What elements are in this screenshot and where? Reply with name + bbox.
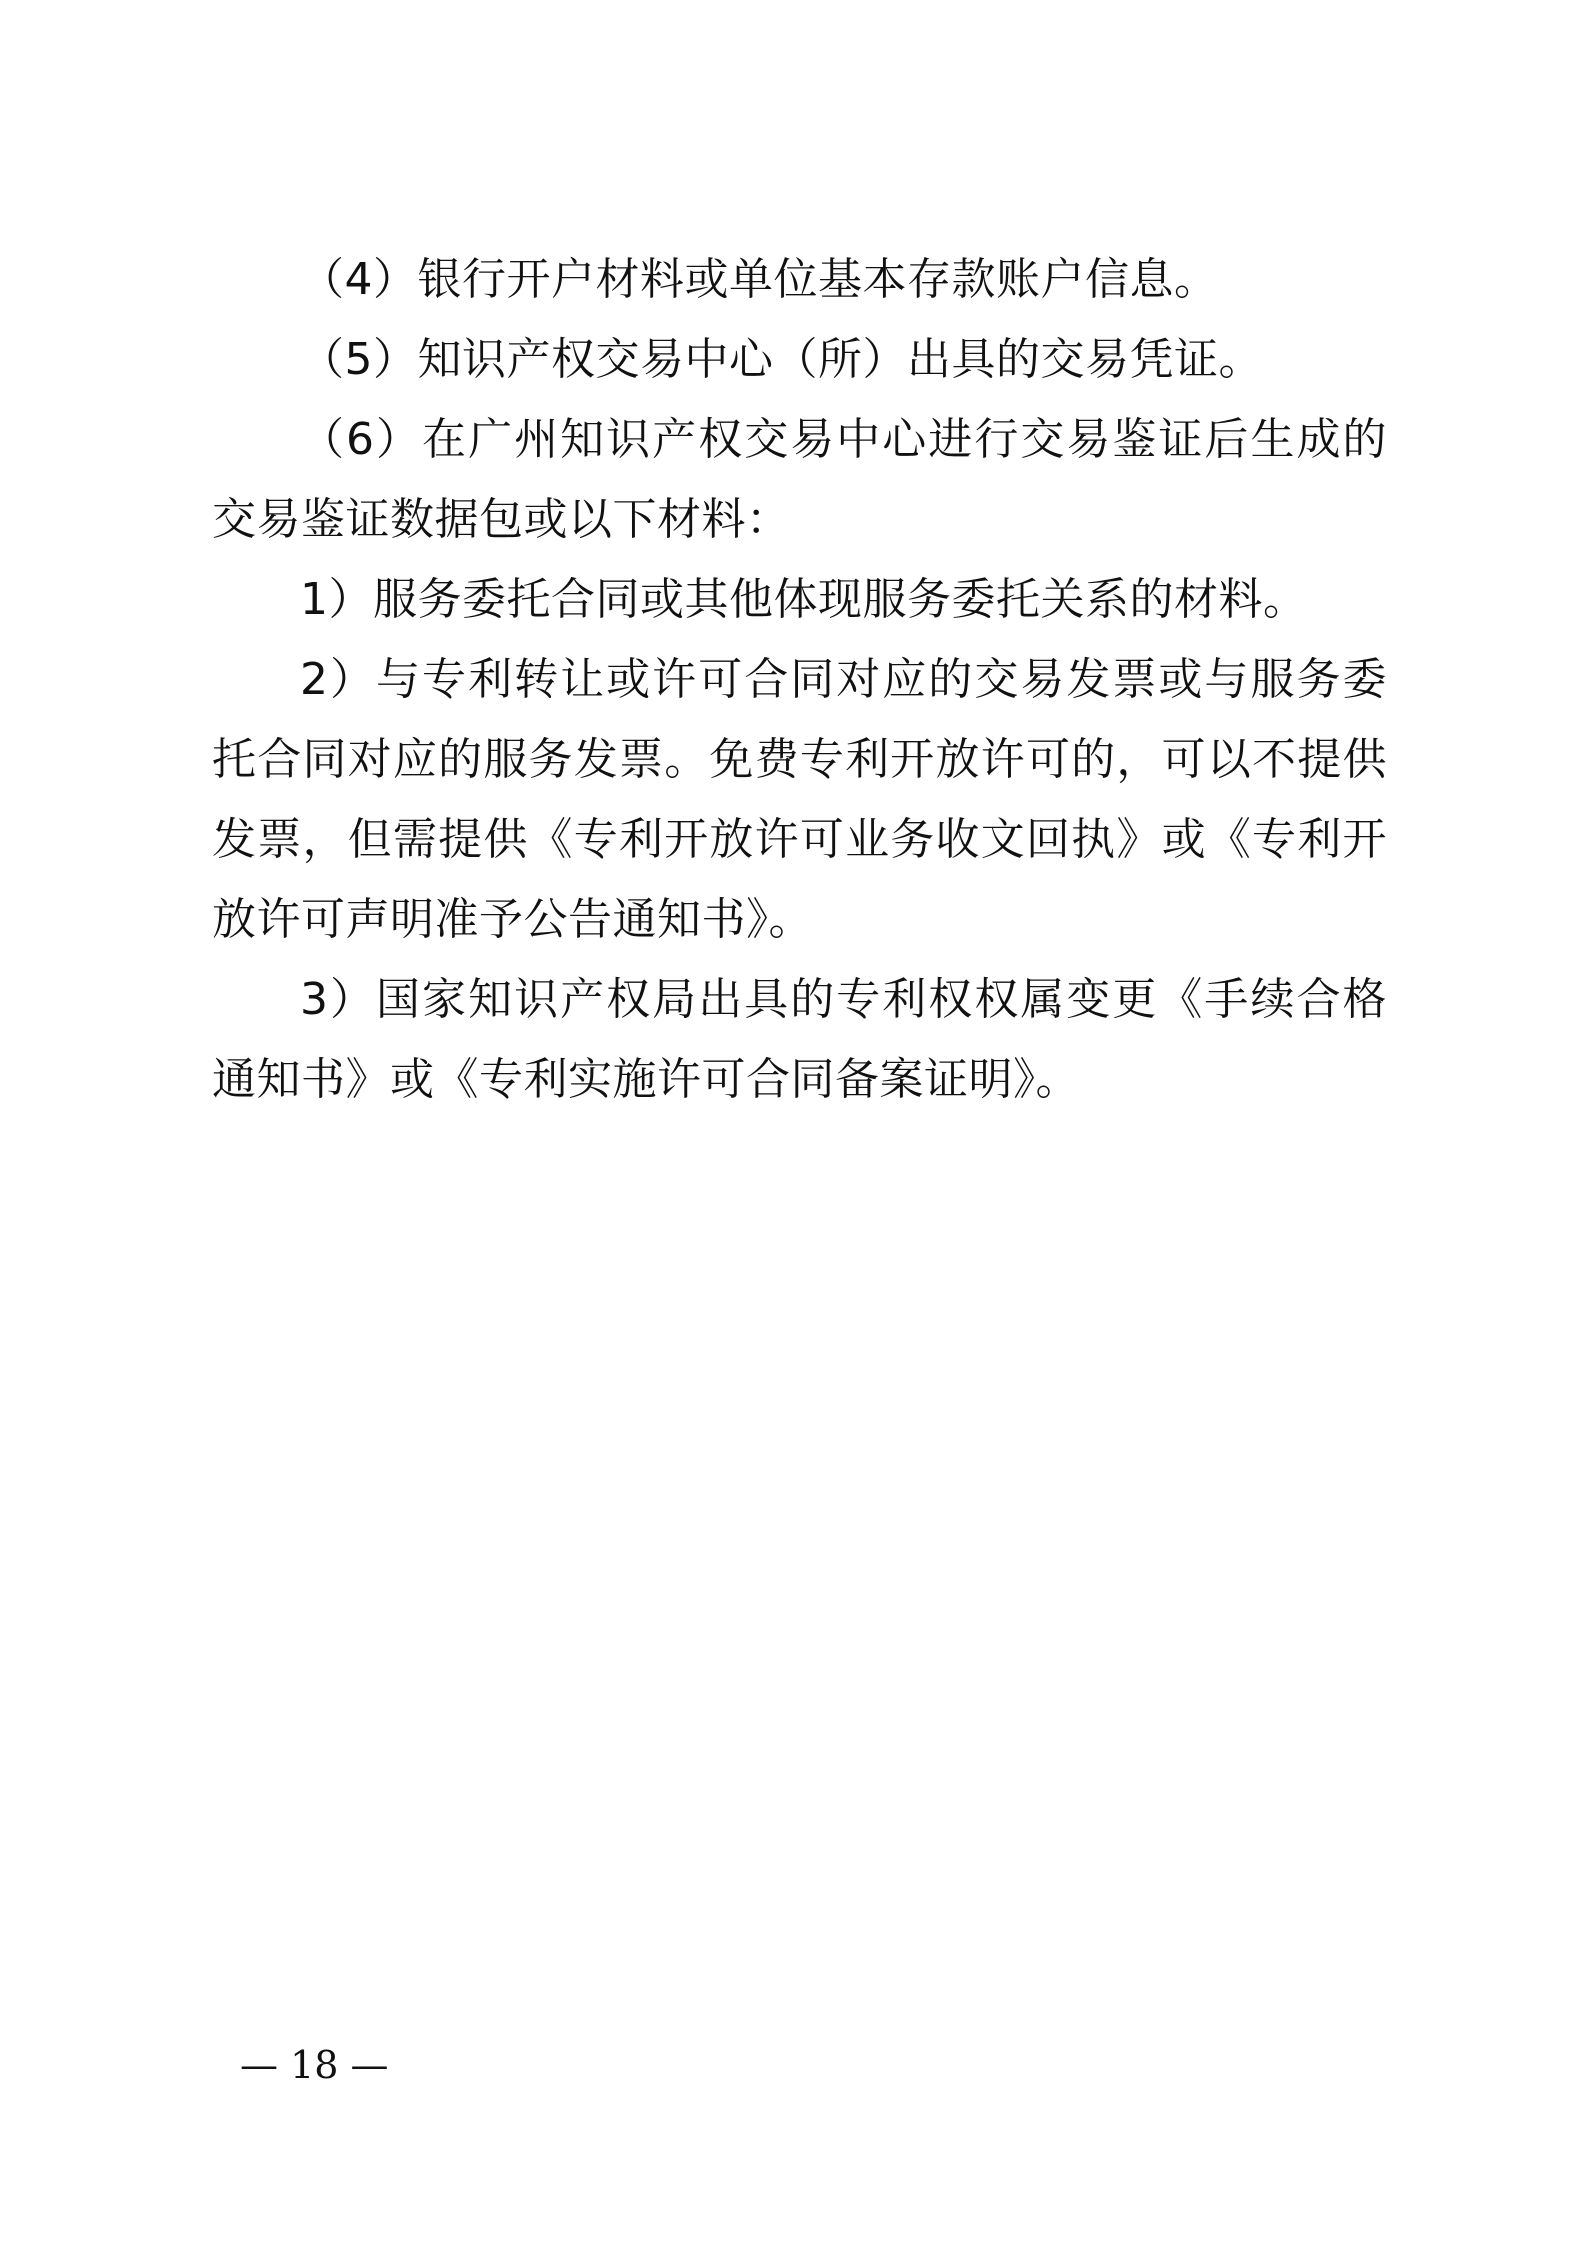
paragraph-bank-account: （4）银行开户材料或单位基本存款账户信息。 xyxy=(300,254,1219,305)
paragraph-transaction-voucher: （5）知识产权交易中心（所）出具的交易凭证。 xyxy=(300,334,1263,385)
document-body xyxy=(212,240,1387,1120)
paragraph-authentication-package: （6）在广州知识产权交易中心进行交易鉴证后生成的交易鉴证数据包或以下材料： xyxy=(212,414,1387,545)
paragraph-cnipa-certificate: 3）国家知识产权局出具的专利权权属变更《手续合格通知书》或《专利实施许可合同备案证明》。 xyxy=(212,974,1387,1105)
page-number: — 18 — xyxy=(240,2043,389,2087)
paragraph-service-contract: 1）服务委托合同或其他体现服务委托关系的材料。 xyxy=(300,574,1308,625)
paragraph-invoice: 2）与专利转让或许可合同对应的交易发票或与服务委托合同对应的服务发票。免费专利开放许可的，可以不提供发票，但需提供《专利开放许可业务收文回执》或《专利开放许可声明准予公告通知书》。 xyxy=(212,654,1387,945)
